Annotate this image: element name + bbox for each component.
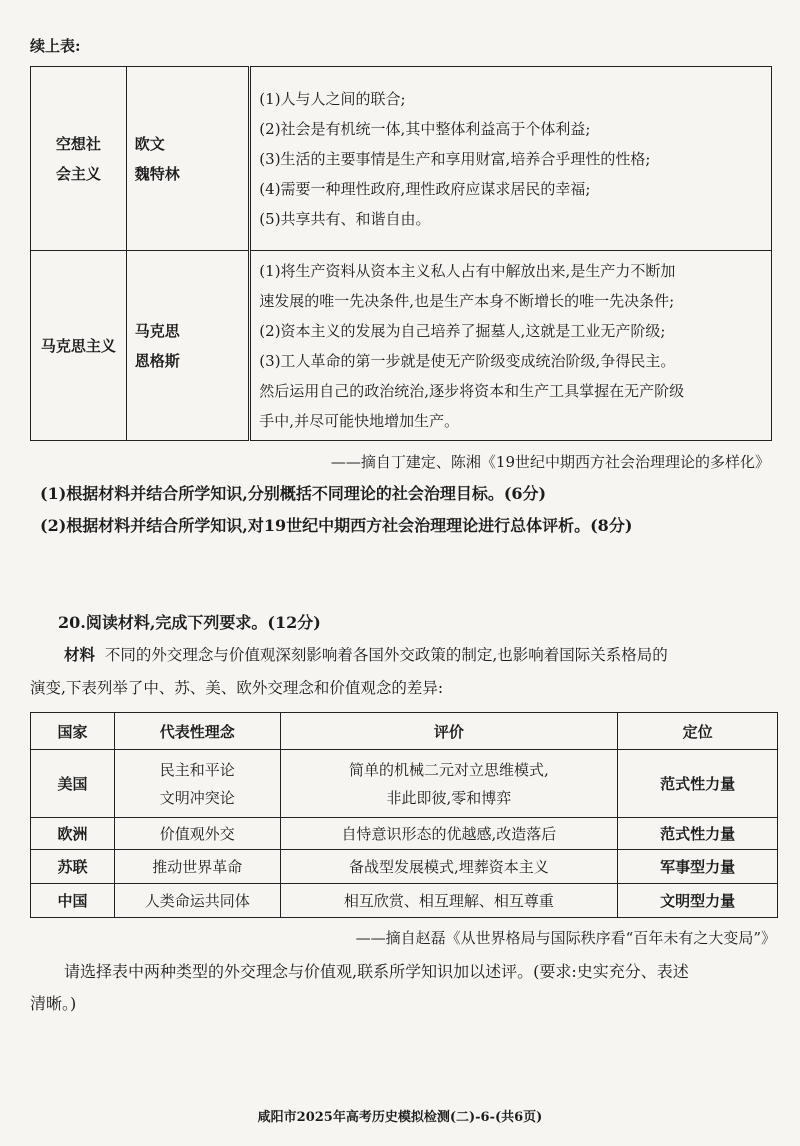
q19-sub2: (2)根据材料并结合所学知识,对19世纪中期西方社会治理理论进行总体评析。(8分)	[40, 516, 633, 535]
q20-title: 20.阅读材料,完成下列要求。(12分)	[58, 613, 321, 632]
table-row	[31, 750, 778, 818]
header-evaluation: 评价	[280, 713, 618, 750]
theory-name-line: 会主义	[55, 164, 101, 183]
country-cell: 欧洲	[31, 818, 115, 850]
theory-points	[250, 67, 772, 251]
page-footer: 咸阳市2025年高考历史模拟检测(二)-6-(共6页)	[257, 1110, 543, 1125]
table2-source: ——摘自赵磊《从世界格局与国际秩序看“百年未有之大变局”》	[355, 929, 776, 947]
theory-points	[250, 251, 772, 441]
evaluation-cell: 相互欣赏、相互理解、相互尊重	[280, 884, 618, 918]
evaluation-line: 非此即彼,零和博弈	[386, 788, 512, 807]
role-cell: 范式性力量	[618, 818, 778, 850]
idea-line: 民主和平论	[159, 760, 235, 779]
header-role: 定位	[618, 713, 778, 750]
role-cell: 军事型力量	[618, 850, 778, 884]
table-row	[31, 884, 778, 918]
idea-cell: 人类命运共同体	[114, 884, 280, 918]
table-row	[31, 67, 772, 251]
theory-name-line: 马克思主义	[40, 336, 116, 355]
header-country: 国家	[31, 713, 115, 750]
q20-requirement-line2: 清晰。)	[30, 994, 77, 1013]
point-line: (3)生活的主要事情是生产和享用财富,培养合乎理性的性格;	[259, 149, 651, 168]
point-line: (1)人与人之间的联合;	[259, 89, 406, 108]
table-row	[31, 818, 778, 850]
table-row	[31, 251, 772, 441]
q20-material	[64, 645, 668, 665]
table-header-row	[31, 713, 778, 750]
point-line: (1)将生产资料从资本主义私人占有中解放出来,是生产力不断加	[259, 261, 676, 280]
theory-name-line: 空想社	[55, 134, 101, 153]
evaluation-cell: 自恃意识形态的优越感,改造落后	[280, 818, 618, 850]
theory-name	[31, 67, 127, 251]
point-line: (3)工人革命的第一步就是使无产阶级变成统治阶级,争得民主。	[259, 351, 676, 370]
theorist-name: 恩格斯	[134, 351, 180, 370]
point-line: (2)资本主义的发展为自己培养了掘墓人,这就是工业无产阶级;	[259, 321, 666, 340]
role-cell: 文明型力量	[618, 884, 778, 918]
point-line: 速发展的唯一先决条件,也是生产本身不断增长的唯一先决条件;	[259, 291, 675, 310]
theory-name	[31, 251, 127, 441]
idea-cell: 价值观外交	[114, 818, 280, 850]
continued-label: 续上表:	[30, 37, 81, 55]
material-label: 材料	[64, 645, 96, 664]
material-text: 不同的外交理念与价值观深刻影响着各国外交政策的制定,也影响着国际关系格局的	[104, 646, 668, 664]
point-line: (2)社会是有机统一体,其中整体利益高于个体利益;	[259, 119, 591, 138]
country-cell: 苏联	[31, 850, 115, 884]
country-cell: 美国	[31, 750, 115, 818]
role-cell: 范式性力量	[618, 750, 778, 818]
evaluation-line: 简单的机械二元对立思维模式,	[349, 760, 549, 779]
idea-cell: 推动世界革命	[114, 850, 280, 884]
point-line: 然后运用自己的政治统治,逐步将资本和生产工具掌握在无产阶级	[259, 381, 685, 400]
theory-table	[30, 66, 772, 441]
point-line: (5)共享共有、和谐自由。	[259, 209, 431, 228]
theorist-name: 马克思	[134, 321, 180, 340]
theorist-name: 魏特林	[134, 164, 180, 183]
diplomacy-table	[30, 712, 778, 918]
table-row	[31, 850, 778, 884]
q19-sub1: (1)根据材料并结合所学知识,分别概括不同理论的社会治理目标。(6分)	[40, 484, 547, 503]
idea-cell	[114, 750, 280, 818]
point-line: (4)需要一种理性政府,理性政府应谋求居民的幸福;	[259, 179, 591, 198]
evaluation-cell	[280, 750, 618, 818]
evaluation-cell: 备战型发展模式,埋葬资本主义	[280, 850, 618, 884]
country-cell: 中国	[31, 884, 115, 918]
table1-source: ——摘自丁建定、陈湘《19世纪中期西方社会治理理论的多样化》	[330, 453, 770, 471]
point-line: 手中,并尽可能快地增加生产。	[259, 411, 460, 430]
header-idea: 代表性理念	[114, 713, 280, 750]
theorist-name: 欧文	[134, 134, 165, 153]
theorist-names	[126, 251, 250, 441]
theorist-names	[126, 67, 250, 251]
material-text-line2: 演变,下表列举了中、苏、美、欧外交理念和价值观念的差异:	[30, 679, 444, 697]
idea-line: 文明冲突论	[159, 788, 235, 807]
q20-requirement: 请选择表中两种类型的外交理念与价值观,联系所学知识加以述评。(要求:史实充分、表述	[64, 962, 689, 981]
